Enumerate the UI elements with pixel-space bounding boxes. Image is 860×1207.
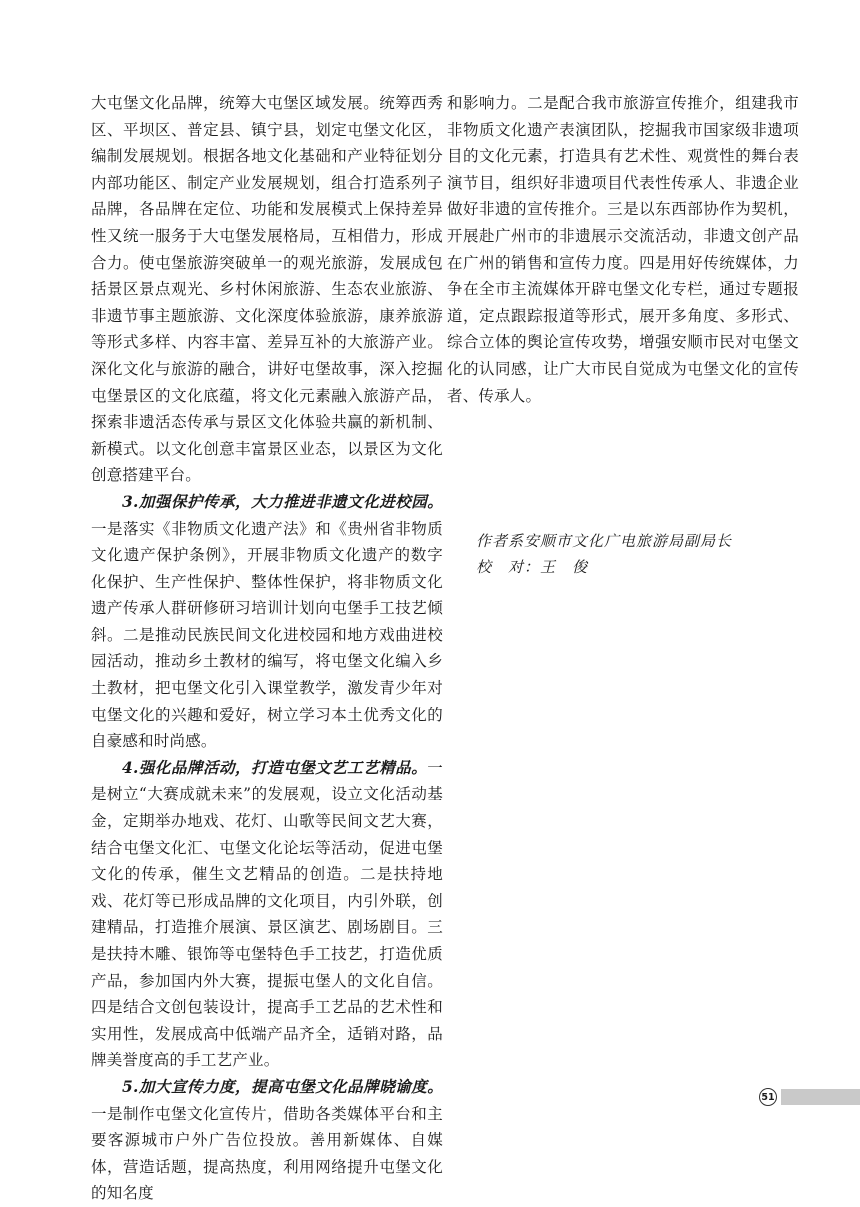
left-column (91, 90, 443, 1207)
author-byline (476, 528, 816, 580)
section-3-body: 一是落实《非物质文化遗产法》和《贵州省非物质文化遗产保护条例》，开展非物质文化遗产的数字化保护、生产性保护、整体性保护，将非物质文化遗产传承人群研修研习培训计划向屯堡手工技艺倾斜。二是推动民族民间文化进校园和地方戏曲进校园活动，推动乡土教材的编写，将屯堡文化编入乡土教材，把屯堡文化引入课堂教学，激发青少年对屯堡文化的兴趣和爱好，树立学习本土优秀文化的自豪感和时尚感。 (91, 519, 443, 751)
paragraph-section-4 (91, 755, 443, 1074)
page-number: 51 (759, 1088, 777, 1106)
paragraph-section-5 (91, 1074, 443, 1207)
section-5-heading: 5.加大宣传力度，提高屯堡文化品牌晓谕度。 (122, 1076, 443, 1096)
proofreader-credit: 校 对：王 俊 (476, 558, 589, 576)
section-5-body: 一是制作屯堡文化宣传片，借助各类媒体平台和主要客源城市户外广告位投放。善用新媒体、自媒体，营造话题，提高热度，利用网络提升屯堡文化的知名度 (91, 1104, 443, 1203)
author-credit: 作者系安顺市文化广电旅游局副局长 (476, 532, 733, 550)
section-4-body: 一是树立“大赛成就未来”的发展观，设立文化活动基金，定期举办地戏、花灯、山歌等民间文艺大赛，结合屯堡文化汇、屯堡文化论坛等活动，促进屯堡文化的传承，催生文艺精品的创造。二是扶持地戏、花灯等已形成品牌的文化项目，内引外联，创建精品，打造推介展演、景区演艺、剧场剧目。三是扶持木雕、银饰等屯堡特色手工技艺，打造优质产品，参加国内外大赛，提振屯堡人的文化自信。四是结合文创包装设计，提高手工艺品的艺术性和实用性，发展成高中低端产品齐全，适销对路，品牌美誉度高的手工艺产业。 (91, 758, 443, 1070)
right-column (447, 90, 799, 409)
section-3-heading: 3.加强保护传承，大力推进非遗文化进校园。 (122, 491, 443, 511)
paragraph-tourism-development: 大屯堡文化品牌，统筹大屯堡区域发展。统筹西秀区、平坝区、普定县、镇宁县，划定屯堡文化区，编制发展规划。根据各地文化基础和产业特征划分内部功能区、制定产业发展规划，组合打造系列子品牌，各品牌在定位、功能和发展模式上保持差异性又统一服务于大屯堡发展格局，互相借力，形成合力。使屯堡旅游突破单一的观光旅游，发展成包括景区景点观光、乡村休闲旅游、生态农业旅游、非遗节事主题旅游、文化深度体验旅游，康养旅游等形式多样、内容丰富、差异互补的大旅游产业。深化文化与旅游的融合，讲好屯堡故事，深入挖掘屯堡景区的文化底蕴，将文化元素融入旅游产品，探索非遗活态传承与景区文化体验共赢的新机制、新模式。以文化创意丰富景区业态，以景区为文化创意搭建平台。 (91, 94, 443, 485)
section-4-heading: 4.强化品牌活动，打造屯堡文艺工艺精品。 (122, 757, 428, 777)
paragraph-section-5-continued: 和影响力。二是配合我市旅游宣传推介，组建我市非物质文化遗产表演团队，挖掘我市国家级非遗项目的文化元素，打造具有艺术性、观赏性的舞台表演节目，组织好非遗项目代表性传承人、非遗企业做好非遗的宣传推介。三是以东西部协作为契机，开展赴广州市的非遗展示交流活动，非遗文创产品在广州的销售和宣传力度。四是用好传统媒体，力争在全市主流媒体开辟屯堡文化专栏，通过专题报道，定点跟踪报道等形式，展开多角度、多形式、综合立体的舆论宣传攻势，增强安顺市民对屯堡文化的认同感，让广大市民自觉成为屯堡文化的宣传者、传承人。 (447, 94, 799, 405)
paragraph-section-3 (91, 489, 443, 755)
page-number-badge (759, 1087, 860, 1107)
page-number-bar (781, 1089, 860, 1105)
